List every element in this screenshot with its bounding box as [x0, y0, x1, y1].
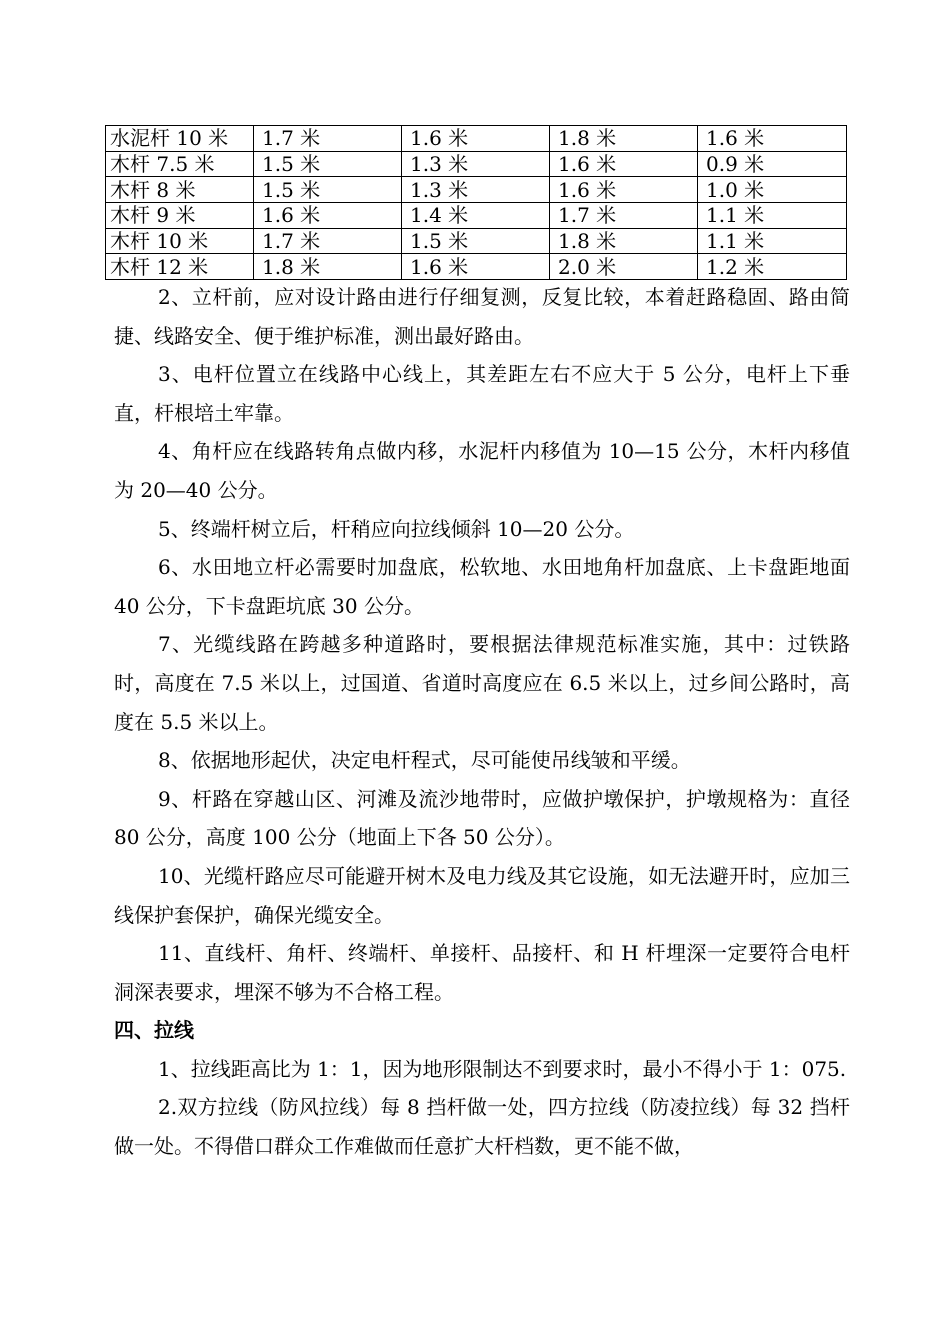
table-cell: 1.0 米 — [698, 177, 847, 203]
table-cell: 1.8 米 — [550, 126, 698, 152]
table-cell: 1.1 米 — [698, 228, 847, 254]
table-cell: 2.0 米 — [550, 254, 698, 280]
paragraph-item-11: 11、直线杆、角杆、终端杆、单接杆、品接杆、和 H 杆埋深一定要符合电杆洞深表要求，埋深不够为不合格工程。 — [114, 941, 850, 1004]
table-cell: 1.7 米 — [254, 228, 402, 254]
table-cell: 木杆 12 米 — [106, 254, 254, 280]
table-cell: 1.6 米 — [550, 151, 698, 177]
paragraph-item-3: 3、电杆位置立在线路中心线上，其差距左右不应大于 5 公分，电杆上下垂直，杆根培土牢靠。 — [114, 362, 850, 425]
table-cell: 1.6 米 — [550, 177, 698, 203]
paragraph-item-5: 5、终端杆树立后，杆稍应向拉线倾斜 10—20 公分。 — [158, 516, 635, 541]
paragraph-item-7: 7、光缆线路在跨越多种道路时，要根据法律规范标准实施，其中：过铁路时，高度在 7.5 米以上，过国道、省道时高度应在 6.5 米以上，过乡间公路时，高度在 5.5 米以上。 — [114, 632, 850, 734]
paragraph-item-10: 10、光缆杆路应尽可能避开树木及电力线及其它设施，如无法避开时，应加三线保护套保护，确保光缆安全。 — [114, 863, 850, 927]
table-cell: 1.8 米 — [254, 254, 402, 280]
table-cell: 1.7 米 — [550, 203, 698, 229]
table-cell: 1.1 米 — [698, 203, 847, 229]
table-cell: 1.6 米 — [402, 126, 550, 152]
table-cell: 1.4 米 — [402, 203, 550, 229]
paragraph-item-4: 4、角杆应在线路转角点做内移，水泥杆内移值为 10—15 公分，木杆内移值为 20—40 公分。 — [114, 439, 850, 502]
pole-depth-table — [105, 125, 847, 280]
table-cell: 1.5 米 — [254, 151, 402, 177]
table-cell: 1.6 米 — [254, 203, 402, 229]
table-cell: 1.6 米 — [698, 126, 847, 152]
paragraph-item-9: 9、杆路在穿越山区、河滩及流沙地带时，应做护墩保护，护墩规格为：直径 80 公分，高度 100 公分（地面上下各 50 公分）。 — [114, 786, 850, 850]
body-text — [114, 278, 850, 1166]
paragraph-item-2: 2、立杆前，应对设计路由进行仔细复测，反复比较，本着赶路稳固、路由简捷、线路安全、便于维护标准，测出最好路由。 — [114, 285, 850, 348]
section-heading: 四、拉线 — [114, 1018, 194, 1043]
table-cell: 1.5 米 — [254, 177, 402, 203]
table-cell: 1.3 米 — [402, 151, 550, 177]
table-cell: 1.2 米 — [698, 254, 847, 280]
paragraph-item-6: 6、水田地立杆必需要时加盘底，松软地、水田地角杆加盘底、上卡盘距地面 40 公分，下卡盘距坑底 30 公分。 — [114, 555, 850, 618]
table-row — [106, 126, 847, 152]
table-row — [106, 203, 847, 229]
table-cell: 1.8 米 — [550, 228, 698, 254]
table-cell: 1.7 米 — [254, 126, 402, 152]
table-cell: 1.5 米 — [402, 228, 550, 254]
paragraph-item-8: 8、依据地形起伏，决定电杆程式，尽可能使吊线皱和平缓。 — [158, 748, 691, 773]
table-cell: 0.9 米 — [698, 151, 847, 177]
section-paragraph-2: 2.双方拉线（防风拉线）每 8 挡杆做一处，四方拉线（防凌拉线）每 32 挡杆做一处。不得借口群众工作难做而任意扩大杆档数，更不能不做， — [114, 1095, 850, 1159]
table-row — [106, 177, 847, 203]
table-cell: 1.3 米 — [402, 177, 550, 203]
table-cell: 1.6 米 — [402, 254, 550, 280]
table-row — [106, 254, 847, 280]
table-cell: 木杆 10 米 — [106, 228, 254, 254]
table-cell: 水泥杆 10 米 — [106, 126, 254, 152]
table-cell: 木杆 9 米 — [106, 203, 254, 229]
table-cell: 木杆 8 米 — [106, 177, 254, 203]
table-row — [106, 228, 847, 254]
section-paragraph-1: 1、拉线距高比为 1：1，因为地形限制达不到要求时，最小不得小于 1：075. — [158, 1056, 847, 1081]
table-row — [106, 151, 847, 177]
table-cell: 木杆 7.5 米 — [106, 151, 254, 177]
